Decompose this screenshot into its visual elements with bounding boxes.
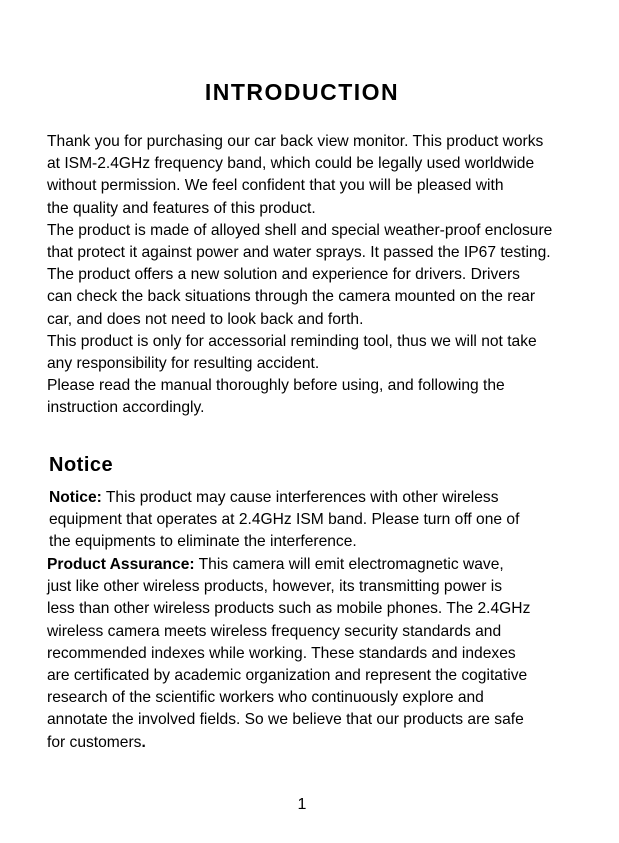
assurance-line: wireless camera meets wireless frequency security standards and — [47, 622, 502, 640]
assurance-line — [47, 554, 607, 576]
page-title: INTRODUCTION — [204, 79, 400, 105]
intro-line: Please read the manual thoroughly before using, and following the — [47, 377, 505, 395]
intro-line: the quality and features of this product. — [47, 199, 316, 217]
assurance-line: less than other wireless products such as mobile phones. The 2.4GHz — [47, 600, 531, 618]
notice-line: equipment that operates at 2.4GHz ISM band. Please turn off one of — [49, 511, 520, 529]
intro-line: This product is only for accessorial reminding tool, thus we will not take — [47, 332, 537, 350]
intro-line: Thank you for purchasing our car back view monitor. This product works — [47, 133, 544, 150]
assurance-line: research of the scientific workers who continuously explore and — [47, 689, 484, 707]
intro-line: The product offers a new solution and experience for drivers. Drivers — [47, 266, 520, 284]
assurance-line: just like other wireless products, however, its transmitting power is — [47, 578, 502, 596]
intro-line: without permission. We feel confident that you will be pleased with — [47, 177, 504, 195]
notice-line — [49, 487, 609, 509]
assurance-line: are certificated by academic organization and represent the cogitative — [47, 667, 528, 685]
assurance-label: Product Assurance: — [47, 556, 195, 573]
intro-line: instruction accordingly. — [47, 399, 205, 417]
page-number: 1 — [297, 796, 307, 813]
intro-line: can check the back situations through the camera mounted on the rear — [47, 288, 536, 306]
notice-text: This product may cause interferences with other wireless — [101, 489, 499, 506]
assurance-paragraph — [47, 554, 607, 754]
assurance-line: recommended indexes while working. These standards and indexes — [47, 644, 516, 662]
assurance-line — [47, 732, 607, 754]
notice-label: Notice: — [49, 489, 102, 506]
notice-line: the equipments to eliminate the interference. — [49, 533, 357, 551]
intro-line: The product is made of alloyed shell and special weather-proof enclosure — [47, 221, 553, 239]
notice-paragraph — [49, 487, 609, 554]
intro-line: any responsibility for resulting accident. — [47, 355, 320, 373]
intro-line: car, and does not need to look back and forth. — [47, 310, 364, 328]
intro-line: that protect it against power and water sprays. It passed the IP67 testing. — [47, 244, 551, 262]
assurance-text: This camera will emit electromagnetic wave, — [194, 556, 504, 573]
notice-heading: Notice — [49, 454, 114, 476]
assurance-line: annotate the involved fields. So we believe that our products are safe — [47, 711, 524, 729]
assurance-last-text: for customers — [47, 733, 142, 751]
intro-line: at ISM-2.4GHz frequency band, which could be legally used worldwide — [47, 155, 535, 173]
intro-paragraph — [47, 131, 607, 420]
assurance-last-period: . — [141, 733, 146, 751]
